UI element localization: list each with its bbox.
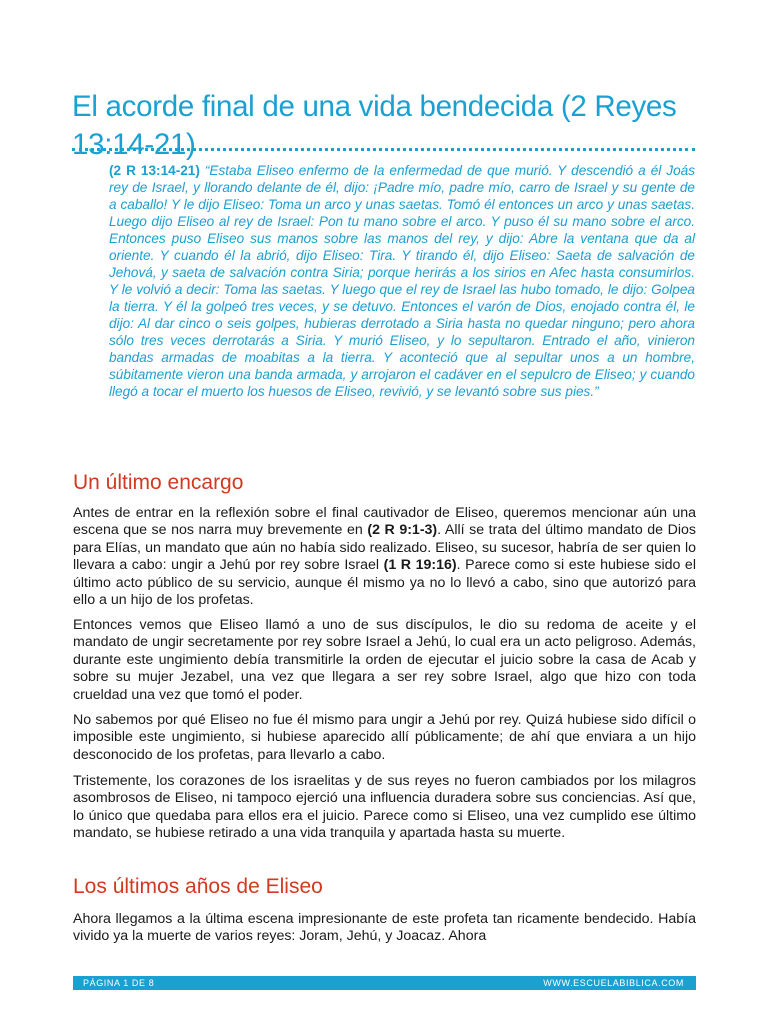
paragraph: Entonces vemos que Eliseo llamó a uno de sus discípulos, le dio su redoma de aceite y el mandato de ungir secretamente por rey sobre Israel a Jehú, lo cual era un acto peligroso. Además, durante este ungimiento debía transmitirle la orden de ejecutar el juicio sobre la casa de Acab y sobre su mujer Jezabel, una vez que llegara a ser rey sobre Israel, algo que hizo con toda crueldad una vez que tomó el poder. [73, 617, 696, 703]
page-number: PÁGINA 1 DE 8 [83, 978, 155, 988]
paragraph-text: . Parece como si este hubiese sido el último acto público de su servicio, aunque él mismo ya no lo llevó a cabo, sino que autorizó para ello a un hijo de los profetas. [73, 557, 696, 609]
bible-reference: (2 R 9:1-3) [367, 522, 438, 539]
quote-text: “Estaba Eliseo enfermo de la enfermedad de que murió. Y descendió a él Joás rey de Israel, y llorando delante de él, dijo: ¡Padre mío, padre mío, carro de Israel y su gente de a caballo! Y le dijo Eliseo: Toma un arco y unas saetas. Tomó él entonces un arco y unas saetas. Luego dijo Eliseo al rey de Israel: Pon tu mano sobre el arco. Y puso él su mano sobre el arco. Entonces puso Eliseo sus manos sobre las manos del rey, y dijo: Abre la ventana que da al oriente. Y cuando él la abrió, dijo Eliseo: Tira. Y tirando él, dijo Eliseo: Saeta de salvación de Jehová, y saeta de salvación contra Siria; porque herirás a los sirios en Afec hasta consumirlos. Y le volvió a decir: Toma las saetas. Y luego que el rey de Israel las hubo tomado, le dijo: Golpea la tierra. Y él la golpeó tres veces, y se detuvo. Entonces el varón de Dios, enojado contra él, le dijo: Al dar cinco o seis golpes, hubieras derrotado a Siria hasta no quedar ninguno; pero ahora sólo tres veces derrotarás a Siria. Y murió Eliseo, y lo sepultaron. Entrado el año, vinieron bandas armadas de moabitas a la tierra. Y aconteció que al sepultar unos a un hombre, súbitamente vieron una banda armada, y arrojaron el cadáver en el sepulcro de Eliseo; y cuando llegó a tocar el muerto los huesos de Eliseo, revivió, y se levantó sobre sus pies.” [109, 163, 695, 399]
section-heading-ultimos-anos: Los últimos años de Eliseo [73, 875, 323, 898]
scripture-quote [109, 162, 695, 400]
paragraph-text: . Allí se trata del último mandato de Dios para Elías, un mandato que aún no había sido realizado. Eliseo, su sucesor, habría de ser quien lo llevara a cabo: ungir a Jehú por rey sobre Israel [73, 522, 697, 574]
page-footer [73, 976, 696, 990]
paragraph: Ahora llegamos a la última escena impresionante de este profeta tan ricamente bendecido. Había vivido ya la muerte de varios reyes: Joram, Jehú, y Joacaz. Ahora [73, 911, 696, 945]
quote-reference: (2 R 13:14-21) [109, 163, 200, 178]
title-divider [72, 148, 695, 151]
website-link[interactable]: WWW.ESCUELABIBLICA.COM [543, 978, 684, 988]
paragraph-text: Antes de entrar en la reflexión sobre el final cautivador de Eliseo, queremos mencionar aún una escena que se nos narra muy brevemente en [73, 505, 696, 539]
paragraph: Tristemente, los corazones de los israelitas y de sus reyes no fueron cambiados por los milagros asombrosos de Eliseo, ni tampoco ejerció una influencia duradera sobre sus conciencias. Así que, lo único que quedaba para ellos era el juicio. Parece como si Eliseo, una vez cumplido ese último mandato, se hubiese retirado a una vida tranquila y apartada hasta su muerte. [73, 773, 696, 842]
page-title: El acorde final de una vida bendecida (2 Reyes 13:14-21) [72, 89, 677, 161]
paragraph [73, 505, 696, 609]
bible-reference: (1 R 19:16) [383, 557, 457, 574]
section-heading-ultimo-encargo: Un último encargo [73, 471, 244, 494]
paragraph: No sabemos por qué Eliseo no fue él mismo para ungir a Jehú por rey. Quizá hubiese sido difícil o imposible este ungimiento, si hubiese aparecido allí públicamente; de ahí que enviara a un hijo desconocido de los profetas, para llevarlo a cabo. [73, 712, 696, 763]
